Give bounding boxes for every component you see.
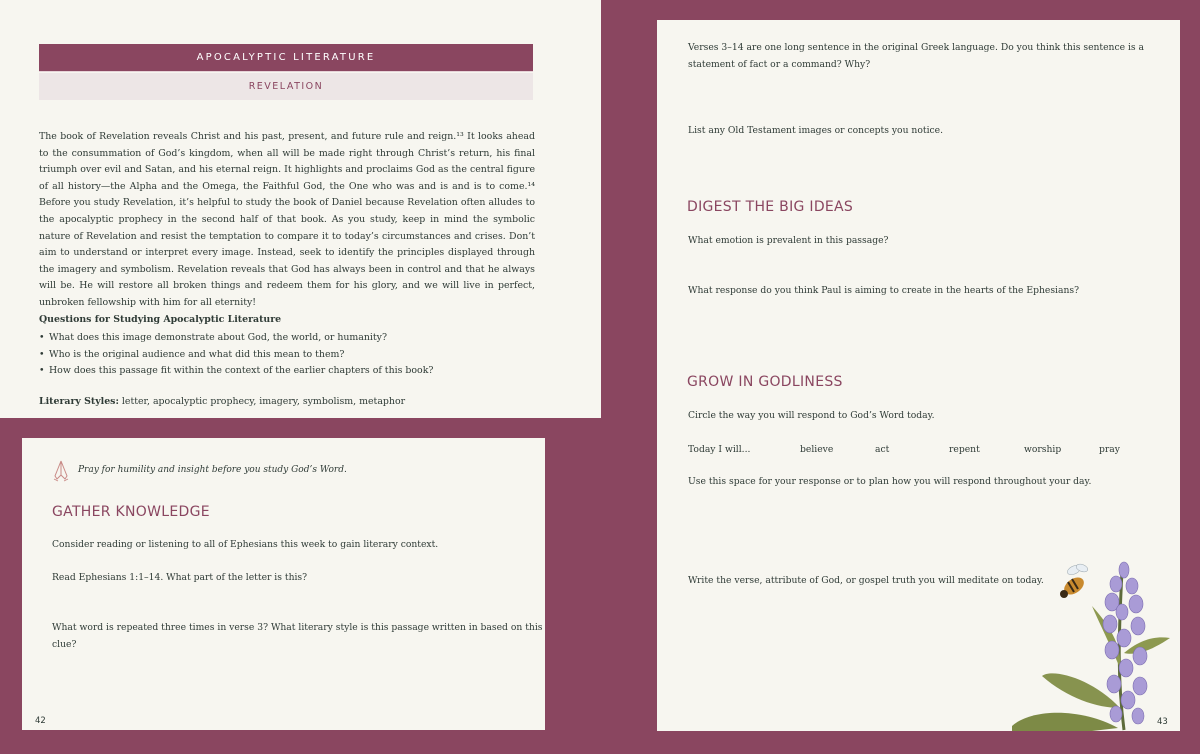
question-item: • How does this passage fit within the context of the earlier chapters of this book? (39, 363, 433, 380)
digest-title: DIGEST THE BIG IDEAS (687, 199, 854, 215)
prayer-text: Pray for humility and insight before you study God’s Word. (78, 465, 347, 475)
divider (39, 71, 533, 72)
gather-item: Read Ephesians 1:1–14. What part of the letter is this? (52, 572, 308, 583)
old-testament-question: List any Old Testament images or concepts you notice. (688, 125, 944, 136)
questions-list (39, 330, 433, 380)
page-number: 42 (35, 716, 46, 726)
page-panel-gather (22, 438, 545, 730)
today-label: Today I will... (688, 444, 751, 455)
digest-item: What emotion is prevalent in this passage? (688, 235, 889, 246)
section-header-banner: APOCALYPTIC LITERATURE (39, 44, 533, 71)
digest-item: What response do you think Paul is aiming to create in the hearts of the Ephesians? (688, 285, 1080, 296)
literary-styles (39, 396, 405, 407)
gather-knowledge-title: GATHER KNOWLEDGE (52, 504, 210, 520)
grow-intro: Circle the way you will respond to God’s Word today. (688, 410, 935, 421)
gather-item: Consider reading or listening to all of Ephesians this week to gain literary context. (52, 539, 439, 550)
grow-title: GROW IN GODLINESS (687, 374, 843, 390)
page-panel-right (657, 20, 1180, 731)
questions-heading: Questions for Studying Apocalyptic Literature (39, 314, 282, 325)
literary-styles-value: letter, apocalyptic prophecy, imagery, symbolism, metaphor (118, 396, 406, 407)
question-item: • What does this image demonstrate about God, the world, or humanity? (39, 330, 433, 347)
page-panel-revelation (0, 0, 601, 418)
response-believe[interactable]: believe (800, 444, 834, 455)
meditate-prompt: Write the verse, attribute of God, or gospel truth you will meditate on today. (688, 575, 1044, 586)
intro-paragraph: The book of Revelation reveals Christ and his past, present, and future rule and reign.¹³ It looks ahead to the consummation of God’s kingdom, when all will be made right through Christ’s return, his final triumph over evil and Satan, and his eternal reign. It highlights and proclaims God as the central figure of all history—the Alpha and the Omega, the Faithful God, the One who was and is and is to come.¹⁴ Before you study Revelation, it’s helpful to study the book of Daniel because Revelation often alludes to the apocalyptic prophecy in the second half of that book. As you study, keep in mind the symbolic nature of Revelation and resist the temptation to compare it to today’s circumstances and crises. Don’t aim to understand or interpret every image. Instead, seek to identify the principles displayed through the imagery and symbolism. Revelation reveals that God has always been in control and that he always will be. He will restore all broken things and redeem them for his glory, and we will live in perfect, unbroken fellowship with him for all eternity! (39, 131, 535, 308)
verses-question: Verses 3–14 are one long sentence in the original Greek language. Do you think this sentence is a statement of fact or a command? Why? (688, 42, 1145, 70)
lavender-flower-illustration (1012, 558, 1182, 731)
gather-item: What word is repeated three times in verse 3? What literary style is this passage written in based on this clue? (52, 622, 543, 650)
praying-hands-icon (52, 458, 70, 482)
response-space-prompt: Use this space for your response or to plan how you will respond throughout your day. (688, 476, 1092, 487)
response-repent[interactable]: repent (949, 444, 980, 455)
response-act[interactable]: act (875, 444, 890, 455)
page-number: 43 (1157, 717, 1168, 727)
literary-styles-label: Literary Styles: (39, 396, 119, 407)
prayer-prompt (52, 458, 347, 482)
bee-icon (1060, 563, 1089, 598)
question-item: • Who is the original audience and what did this mean to them? (39, 347, 433, 364)
book-subheader: REVELATION (39, 73, 533, 100)
response-worship[interactable]: worship (1024, 444, 1062, 455)
response-pray[interactable]: pray (1099, 444, 1120, 455)
